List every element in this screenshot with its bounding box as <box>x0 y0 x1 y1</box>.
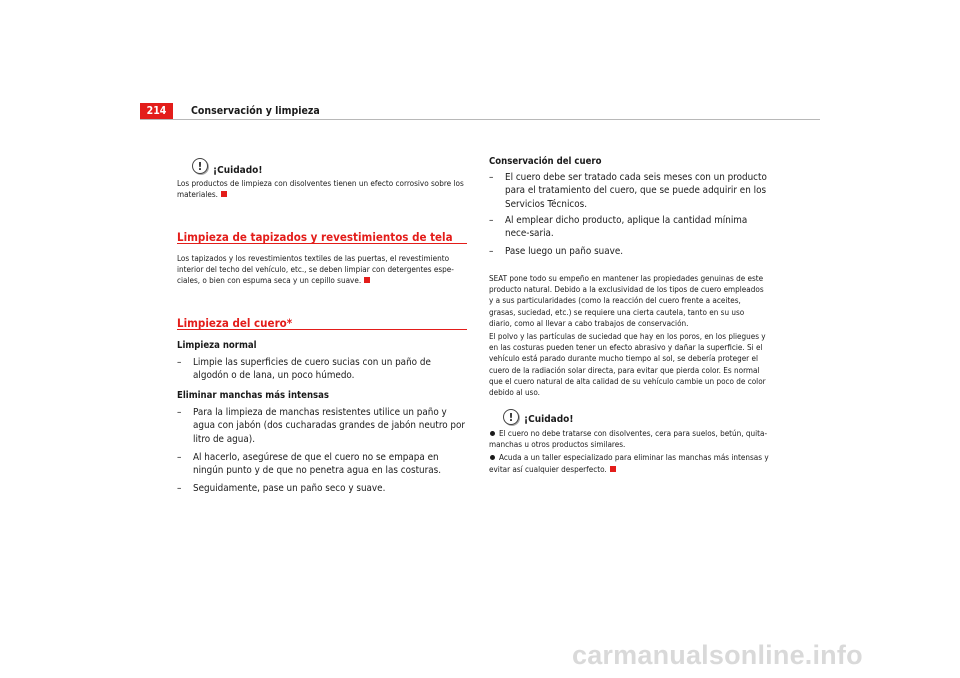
warning-text: Los productos de limpieza con disolventes tienen un efecto corrosivo sobre los materiales. <box>177 178 464 200</box>
warning-label: ¡Cuidado! <box>524 414 574 425</box>
watermark-text: carmanualsonline.info <box>572 640 863 670</box>
end-of-section-mark <box>610 466 616 472</box>
warning-label: ¡Cuidado! <box>213 165 263 176</box>
section-heading-leather: Limpieza del cuero* <box>177 316 293 330</box>
end-of-section-mark <box>221 191 227 197</box>
fabric-cleaning-text: Los tapizados y los revestimientos textiles de las puertas, el revestimiento interior del techo del vehículo, etc., se deben limpiar con detergentes espe-ciales, o bien con espuma seca y un cepillo suave. <box>177 253 454 286</box>
end-of-section-mark <box>364 277 370 283</box>
subheading-normal-cleaning: Limpieza normal <box>177 340 257 351</box>
paragraph-seat-leather: SEAT pone todo su empeño en mantener las propiedades genuinas de este producto natural. Debido a la exclusividad de los tipos de cuero empleados y a sus particularidades (como la reacción del cuero frente a aceites, grasas, suciedad, etc.) se requiere una cierta cautela, tanto en su uso diario, como al llevar a cabo trabajos de conservación. <box>489 273 764 328</box>
bullet-icon <box>490 431 495 436</box>
bullet-item: Acuda a un taller especializado para eliminar las manchas más intensas y evitar así cualquier desperfecto. <box>489 452 769 474</box>
section-heading-fabric: Limpieza de tapizados y revestimientos de tela <box>177 230 453 244</box>
subheading-leather-conservation: Conservación del cuero <box>489 156 602 167</box>
warning-icon: ! <box>503 409 519 425</box>
page-number: 214 <box>140 103 173 119</box>
warning-bullets <box>489 428 771 475</box>
paragraph-dust-sun: El polvo y las partículas de suciedad que hay en los poros, en los pliegues y en las costuras pueden tener un efecto abrasivo y dañar la superficie. Si el vehículo está parado durante mucho tiempo al sol, se debería proteger el cuero de la radiación solar directa, para evitar que pierda color. Es normal que el cuero natural de alta calidad de su vehículo cambie un poco de color debido al uso. <box>489 331 766 398</box>
subheading-stains: Eliminar manchas más intensas <box>177 390 329 401</box>
page-title: Conservación y limpieza <box>191 105 320 117</box>
bullet-item: El cuero no debe tratarse con disolventes, cera para suelos, betún, quita-manchas u otros productos similares. <box>489 428 768 450</box>
section-divider <box>177 243 467 244</box>
section-divider <box>177 329 467 330</box>
warning-icon: ! <box>192 158 208 174</box>
header-divider <box>140 119 820 120</box>
